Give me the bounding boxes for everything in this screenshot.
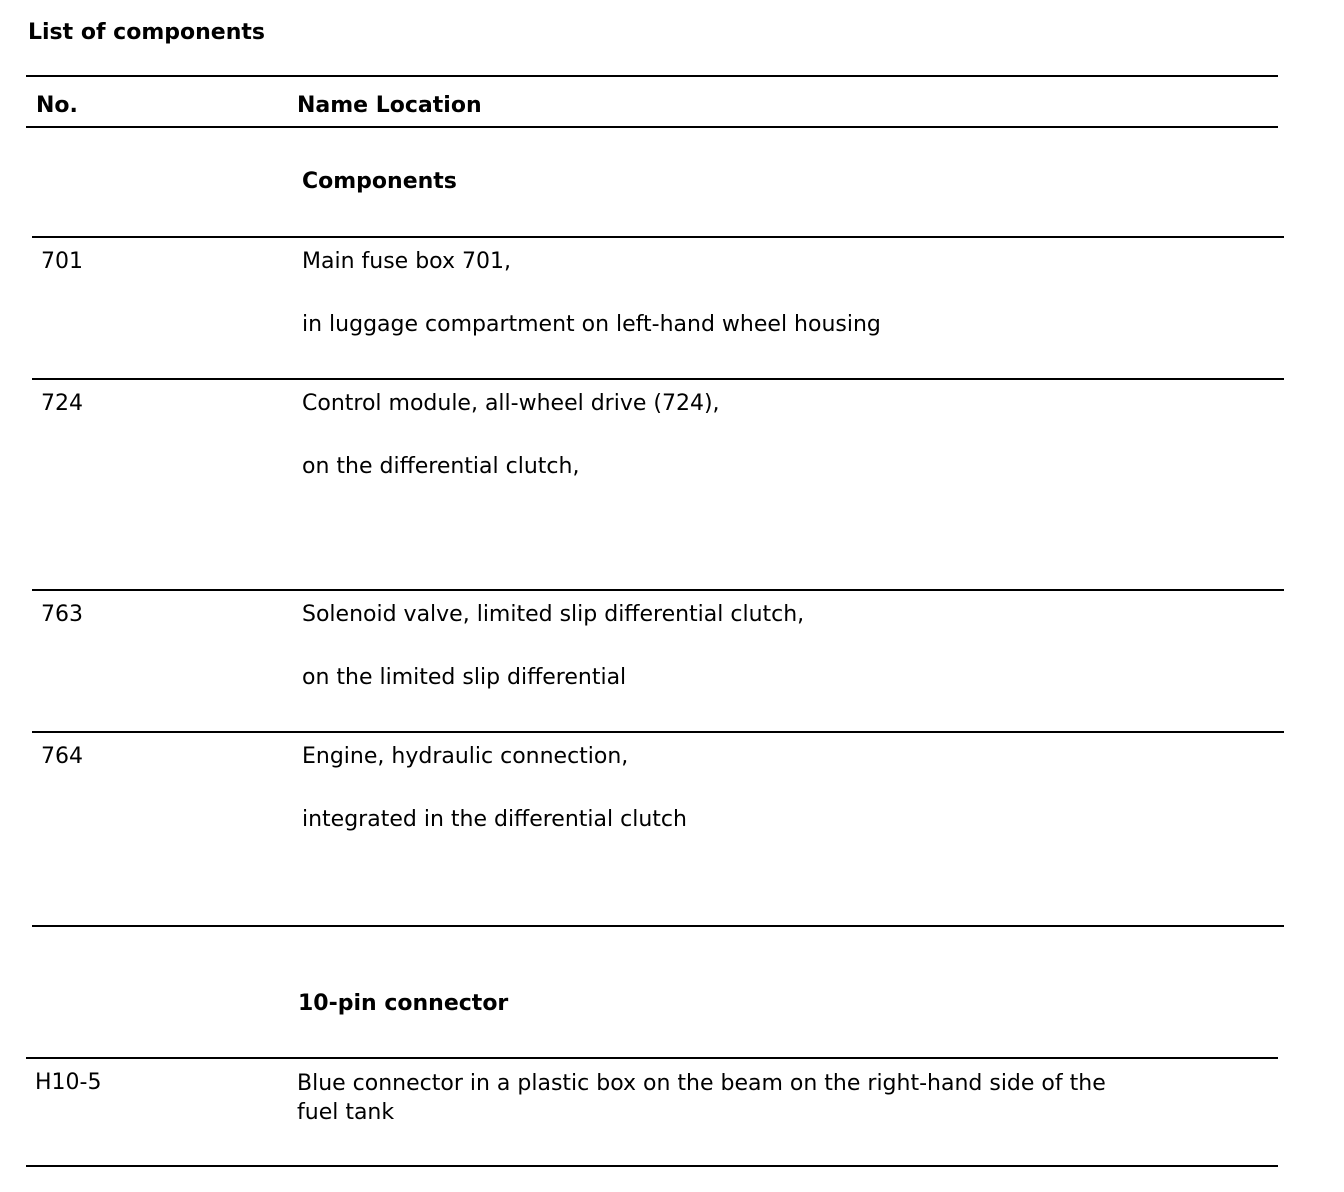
component-location: on the differential clutch, [302, 454, 580, 479]
row-number: 764 [41, 744, 83, 769]
component-name: Blue connector in a plastic box on the beam on the right-hand side of the fuel tank [297, 1071, 1106, 1125]
column-header-name-location: Name Location [297, 93, 482, 118]
column-header-no: No. [36, 93, 78, 118]
table-top-rule [26, 75, 1278, 77]
row-rule [32, 589, 1284, 591]
component-location: on the limited slip differential [302, 665, 627, 690]
row-rule [32, 236, 1284, 238]
page-title: List of components [28, 20, 265, 45]
row-number: 763 [41, 602, 83, 627]
component-name: Main fuse box 701, [302, 249, 511, 274]
row-number: 724 [41, 391, 83, 416]
row-rule [26, 1057, 1278, 1059]
table-bottom-rule [26, 1165, 1278, 1167]
row-number: 701 [41, 249, 83, 274]
section-heading-connector: 10-pin connector [298, 991, 509, 1016]
row-rule [32, 925, 1284, 927]
row-number: H10-5 [35, 1070, 102, 1095]
section-heading-components: Components [302, 169, 457, 194]
component-location: in luggage compartment on left-hand wheel housing [302, 312, 881, 337]
row-rule [32, 378, 1284, 380]
row-rule [32, 731, 1284, 733]
component-name: Solenoid valve, limited slip differential clutch, [302, 602, 805, 627]
component-name: Control module, all-wheel drive (724), [302, 391, 720, 416]
component-location: integrated in the differential clutch [302, 807, 687, 832]
component-name: Engine, hydraulic connection, [302, 744, 629, 769]
header-bottom-rule [26, 126, 1278, 128]
